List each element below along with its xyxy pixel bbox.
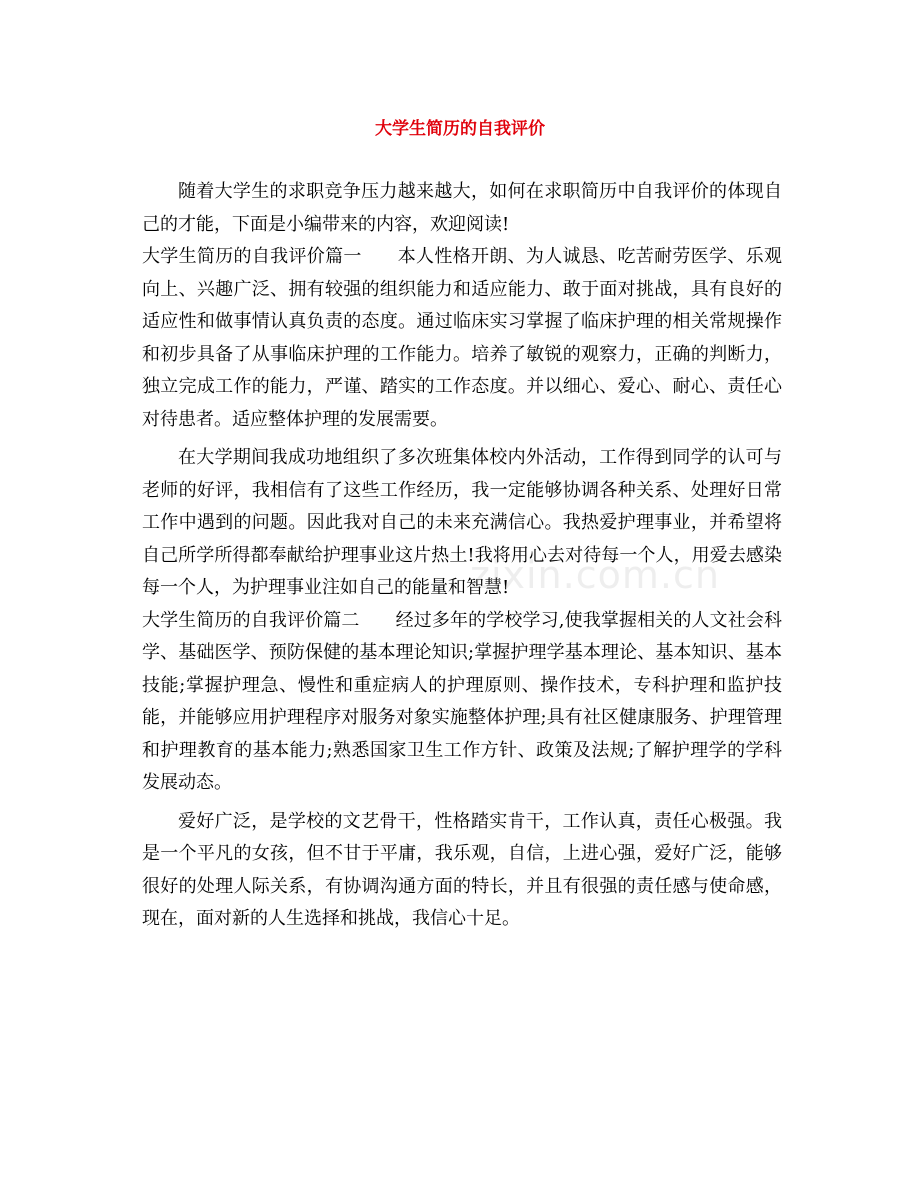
document-title: 大学生简历的自我评价 [375, 119, 545, 139]
section2-paragraph-2: 爱好广泛，是学校的文艺骨干，性格踏实肯干，工作认真，责任心极强。我是一个平凡的女孩，但不甘于平庸，我乐观，自信，上进心强，爱好广泛，能够很好的处理人际关系，有协调沟通方面的特长，并且有很强的责任感与使命感，现在，面对新的人生选择和挑战，我信心十足。 [142, 810, 782, 929]
intro-paragraph: 随着大学生的求职竞争压力越来越大，如何在求职简历中自我评价的体现自己的才能，下面是小编带来的内容，欢迎阅读! [142, 181, 782, 235]
section1-paragraph-2: 在大学期间我成功地组织了多次班集体校内外活动，工作得到同学的认可与老师的好评，我相信有了这些工作经历，我一定能够协调各种关系、处理好日常工作中遇到的问题。因此我对自己的未来充满信心。我热爱护理事业，并希望将自己所学所得都奉献给护理事业这片热土!我将用心去对待每一个人，用爱去感染每一个人，为护理事业注如自己的能量和智慧! [142, 447, 782, 598]
section2-paragraph [142, 605, 782, 800]
watermark-text: zixin.com.cn [470, 553, 720, 597]
section1-heading: 大学生简历的自我评价篇一 [142, 246, 362, 267]
section1-paragraph [142, 241, 782, 436]
section2-body: 经过多年的学校学习,使我掌握相关的人文社会科学、基础医学、预防保健的基本理论知识;掌握护理学基本理论、基本知识、基本技能;掌握护理急、慢性和重症病人的护理原则、操作技术，专科护理和监护技能，并能够应用护理程序对服务对象实施整体护理;具有社区健康服务、护理管理和护理教育的基本能力;熟悉国家卫生工作方针、政策及法规;了解护理学的学科发展动态。 [142, 609, 782, 793]
section1-body: 本人性格开朗、为人诚恳、吃苦耐劳医学、乐观向上、兴趣广泛、拥有较强的组织能力和适应能力、敢于面对挑战，具有良好的适应性和做事情认真负责的态度。通过临床实习掌握了临床护理的相关常规操作和初步具备了从事临床护理的工作能力。培养了敏锐的观察力，正确的判断力，独立完成工作的能力，严谨、踏实的工作态度。并以细心、爱心、耐心、责任心对待患者。适应整体护理的发展需要。 [142, 246, 782, 430]
section2-heading: 大学生简历的自我评价篇二 [142, 609, 360, 631]
document-body [142, 176, 782, 936]
